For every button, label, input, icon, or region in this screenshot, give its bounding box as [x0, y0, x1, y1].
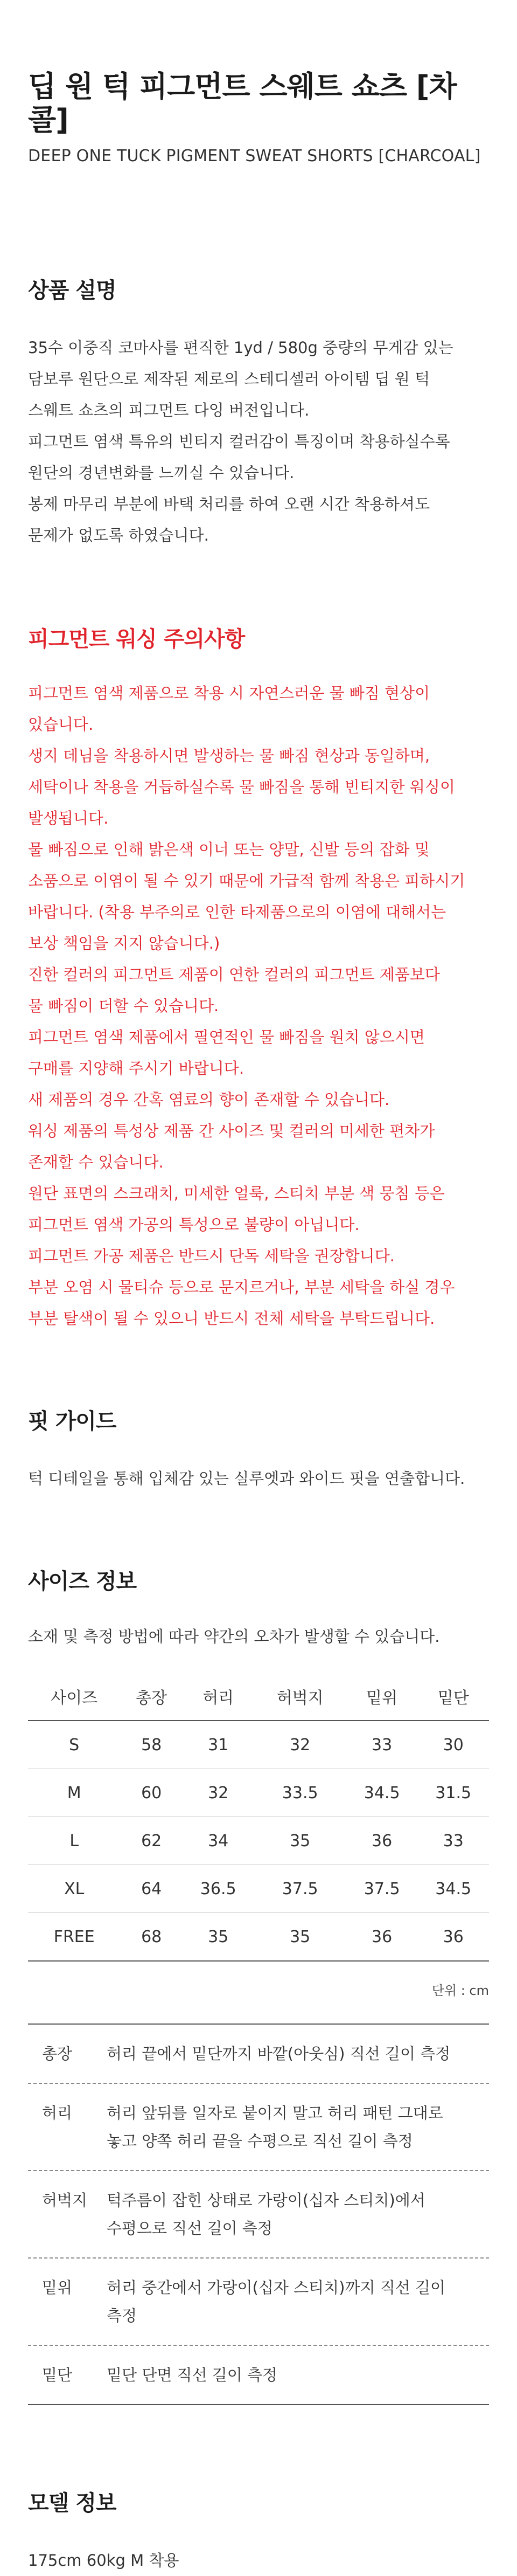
size-info-title: 사이즈 정보	[28, 1569, 137, 1594]
measurement-row	[28, 2346, 489, 2405]
washing-caution-section	[28, 622, 489, 1334]
washing-line: 워싱 제품의 특성상 제품 간 사이즈 및 컬러의 미세한 편차가	[28, 1122, 435, 1141]
table-cell: 33.5	[282, 1783, 318, 1802]
measurement-desc-line: 허리 중간에서 가랑이(십자 스티치)까지 직선 길이	[107, 2278, 445, 2297]
table-cell: 34	[208, 1831, 229, 1850]
measurement-desc	[107, 2361, 489, 2389]
table-cell: 58	[141, 1735, 162, 1755]
product-title: 딥 원 턱 피그먼트 스웨트 쇼츠 [차콜]	[28, 70, 457, 137]
description-line: 원단의 경년변화를 느끼실 수 있습니다.	[28, 464, 295, 482]
washing-line: 피그먼트 염색 가공의 특성으로 불량이 아닙니다.	[28, 1216, 360, 1234]
size-unit-label: 단위 : cm	[431, 1983, 489, 1999]
measurement-label: 밑위	[42, 2278, 73, 2297]
washing-line: 소품으로 이염이 될 수 있기 때문에 가급적 함께 착용은 피하시기	[28, 872, 465, 890]
measurement-desc	[107, 2040, 489, 2068]
washing-line: 있습니다.	[28, 715, 94, 734]
measurement-label: 총장	[42, 2045, 73, 2063]
washing-line: 새 제품의 경우 간혹 염료의 향이 존재할 수 있습니다.	[28, 1090, 390, 1109]
description-line: 문제가 없도록 하였습니다.	[28, 526, 209, 545]
size-table-header: 밑단	[437, 1689, 469, 1708]
table-row	[28, 1865, 489, 1913]
measurement-desc-line: 밑단 단면 직선 길이 측정	[107, 2366, 278, 2385]
measurement-desc-line: 놓고 양쪽 허리 끝을 수평으로 직선 길이 측정	[107, 2132, 413, 2151]
table-cell: XL	[64, 1879, 85, 1898]
model-info-text: 175cm 60kg M 착용	[28, 2551, 179, 2570]
table-cell: 68	[141, 1927, 162, 1946]
table-cell: 35	[290, 1927, 311, 1946]
table-cell: S	[69, 1735, 80, 1755]
table-row	[28, 1913, 489, 1962]
washing-line: 발생됩니다.	[28, 809, 109, 828]
table-cell: 33	[372, 1735, 393, 1755]
washing-line: 구매를 지양해 주시기 바랍니다.	[28, 1059, 244, 1078]
size-note: 소재 및 측정 방법에 따라 약간의 오차가 발생할 수 있습니다.	[28, 1627, 440, 1646]
measurement-guide	[28, 2023, 489, 2405]
measurement-row	[28, 2025, 489, 2084]
measurement-row	[28, 2259, 489, 2346]
washing-line: 세탁이나 착용을 거듭하실수록 물 빠짐을 통해 빈티지한 워싱이	[28, 778, 455, 797]
measurement-desc-line: 턱주름이 잡힌 상태로 가랑이(십자 스티치)에서	[107, 2191, 425, 2210]
table-row	[28, 1721, 489, 1769]
fit-guide-text: 턱 디테일을 통해 입체감 있는 실루엣과 와이드 핏을 연출합니다.	[28, 1469, 465, 1488]
washing-line: 원단 표면의 스크래치, 미세한 얼룩, 스티치 부분 색 뭉침 등은	[28, 1184, 445, 1203]
size-info-section	[28, 1564, 489, 2405]
measurement-row	[28, 2171, 489, 2259]
washing-caution-title: 피그먼트 워싱 주의사항	[28, 627, 245, 652]
table-cell: 37.5	[364, 1879, 400, 1898]
washing-line: 피그먼트 염색 제품으로 착용 시 자연스러운 물 빠짐 현상이	[28, 684, 430, 703]
washing-line: 피그먼트 가공 제품은 반드시 단독 세탁을 권장합니다.	[28, 1247, 395, 1266]
table-cell: L	[69, 1831, 79, 1850]
table-row	[28, 1769, 489, 1817]
description-line: 봉제 마무리 부분에 바택 처리를 하여 오랜 시간 착용하셔도	[28, 495, 430, 514]
table-cell: 36	[372, 1831, 393, 1850]
measurement-desc-line: 허리 끝에서 밑단까지 바깥(아웃심) 직선 길이 측정	[107, 2045, 451, 2063]
table-cell: 30	[443, 1735, 464, 1755]
measurement-label: 허벅지	[42, 2191, 88, 2210]
measurement-label: 밑단	[42, 2366, 73, 2385]
table-cell: 32	[290, 1735, 311, 1755]
size-table-header: 밑위	[366, 1689, 398, 1708]
size-table-header: 허리	[202, 1689, 234, 1708]
table-cell: 60	[141, 1783, 162, 1802]
description-section	[28, 273, 489, 551]
washing-line: 보상 책임을 지지 않습니다.)	[28, 934, 220, 953]
size-table	[28, 1673, 489, 1962]
washing-line: 진한 컬러의 피그먼트 제품이 연한 컬러의 피그먼트 제품보다	[28, 965, 440, 984]
table-cell: 62	[141, 1831, 162, 1850]
table-cell: 36.5	[200, 1879, 236, 1898]
size-table-header: 사이즈	[51, 1689, 98, 1708]
model-info-title: 모델 정보	[28, 2491, 116, 2516]
table-cell: 33	[443, 1831, 464, 1850]
description-line: 담보루 원단으로 제작된 제로의 스테디셀러 아이템 딥 원 턱	[28, 370, 430, 389]
model-info-section	[28, 2486, 489, 2576]
washing-line: 피그먼트 염색 제품에서 필연적인 물 빠짐을 원치 않으시면	[28, 1028, 425, 1047]
washing-line: 부분 오염 시 물티슈 등으로 문지르거나, 부분 세탁을 하실 경우	[28, 1278, 455, 1297]
description-title: 상품 설명	[28, 278, 116, 303]
description-line: 스웨트 쇼츠의 피그먼트 다잉 버전입니다.	[28, 401, 310, 420]
washing-line: 바랍니다. (착용 부주의로 인한 타제품으로의 이염에 대해서는	[28, 903, 446, 922]
table-cell: 31	[208, 1735, 229, 1755]
product-subtitle: DEEP ONE TUCK PIGMENT SWEAT SHORTS [CHARCOAL]	[28, 147, 481, 166]
description-line: 35수 이중직 코마사를 편직한 1yd / 580g 중량의 무게감 있는	[28, 339, 453, 357]
table-cell: 36	[443, 1927, 464, 1946]
table-cell: 36	[372, 1927, 393, 1946]
table-cell: FREE	[53, 1927, 95, 1946]
washing-line: 물 빠짐으로 인해 밝은색 이너 또는 양말, 신발 등의 잡화 및	[28, 840, 430, 859]
washing-line: 물 빠짐이 더할 수 있습니다.	[28, 997, 219, 1016]
size-table-header: 허벅지	[276, 1689, 324, 1708]
size-table-header-row	[28, 1673, 489, 1721]
measurement-desc	[107, 2186, 489, 2242]
table-cell: 35	[208, 1927, 229, 1946]
measurement-desc-line: 허리 앞뒤를 일자로 붙이지 말고 허리 패턴 그대로	[107, 2104, 443, 2123]
description-line: 피그먼트 염색 특유의 빈티지 컬러감이 특징이며 착용하실수록	[28, 432, 450, 451]
table-cell: 35	[290, 1831, 311, 1850]
measurement-desc	[107, 2099, 489, 2155]
measurement-desc-line: 측정	[107, 2306, 137, 2325]
table-cell: 64	[141, 1879, 162, 1898]
table-cell: 32	[208, 1783, 229, 1802]
washing-line: 생지 데님을 착용하시면 발생하는 물 빠짐 현상과 동일하며,	[28, 747, 430, 765]
measurement-desc-line: 수평으로 직선 길이 측정	[107, 2219, 273, 2238]
table-cell: M	[67, 1783, 81, 1802]
table-cell: 37.5	[282, 1879, 318, 1898]
table-cell: 31.5	[435, 1783, 472, 1802]
fit-guide-title: 핏 가이드	[28, 1409, 116, 1434]
table-cell: 34.5	[364, 1783, 400, 1802]
measurement-desc	[107, 2274, 489, 2330]
measurement-label: 허리	[42, 2104, 73, 2123]
washing-line: 존재할 수 있습니다.	[28, 1153, 164, 1172]
washing-line: 부분 탈색이 될 수 있으니 반드시 전체 세탁을 부탁드립니다.	[28, 1309, 435, 1328]
table-row	[28, 1817, 489, 1865]
fit-guide-section	[28, 1404, 489, 1494]
size-table-header: 총장	[136, 1689, 167, 1708]
measurement-row	[28, 2084, 489, 2171]
table-cell: 34.5	[435, 1879, 472, 1898]
